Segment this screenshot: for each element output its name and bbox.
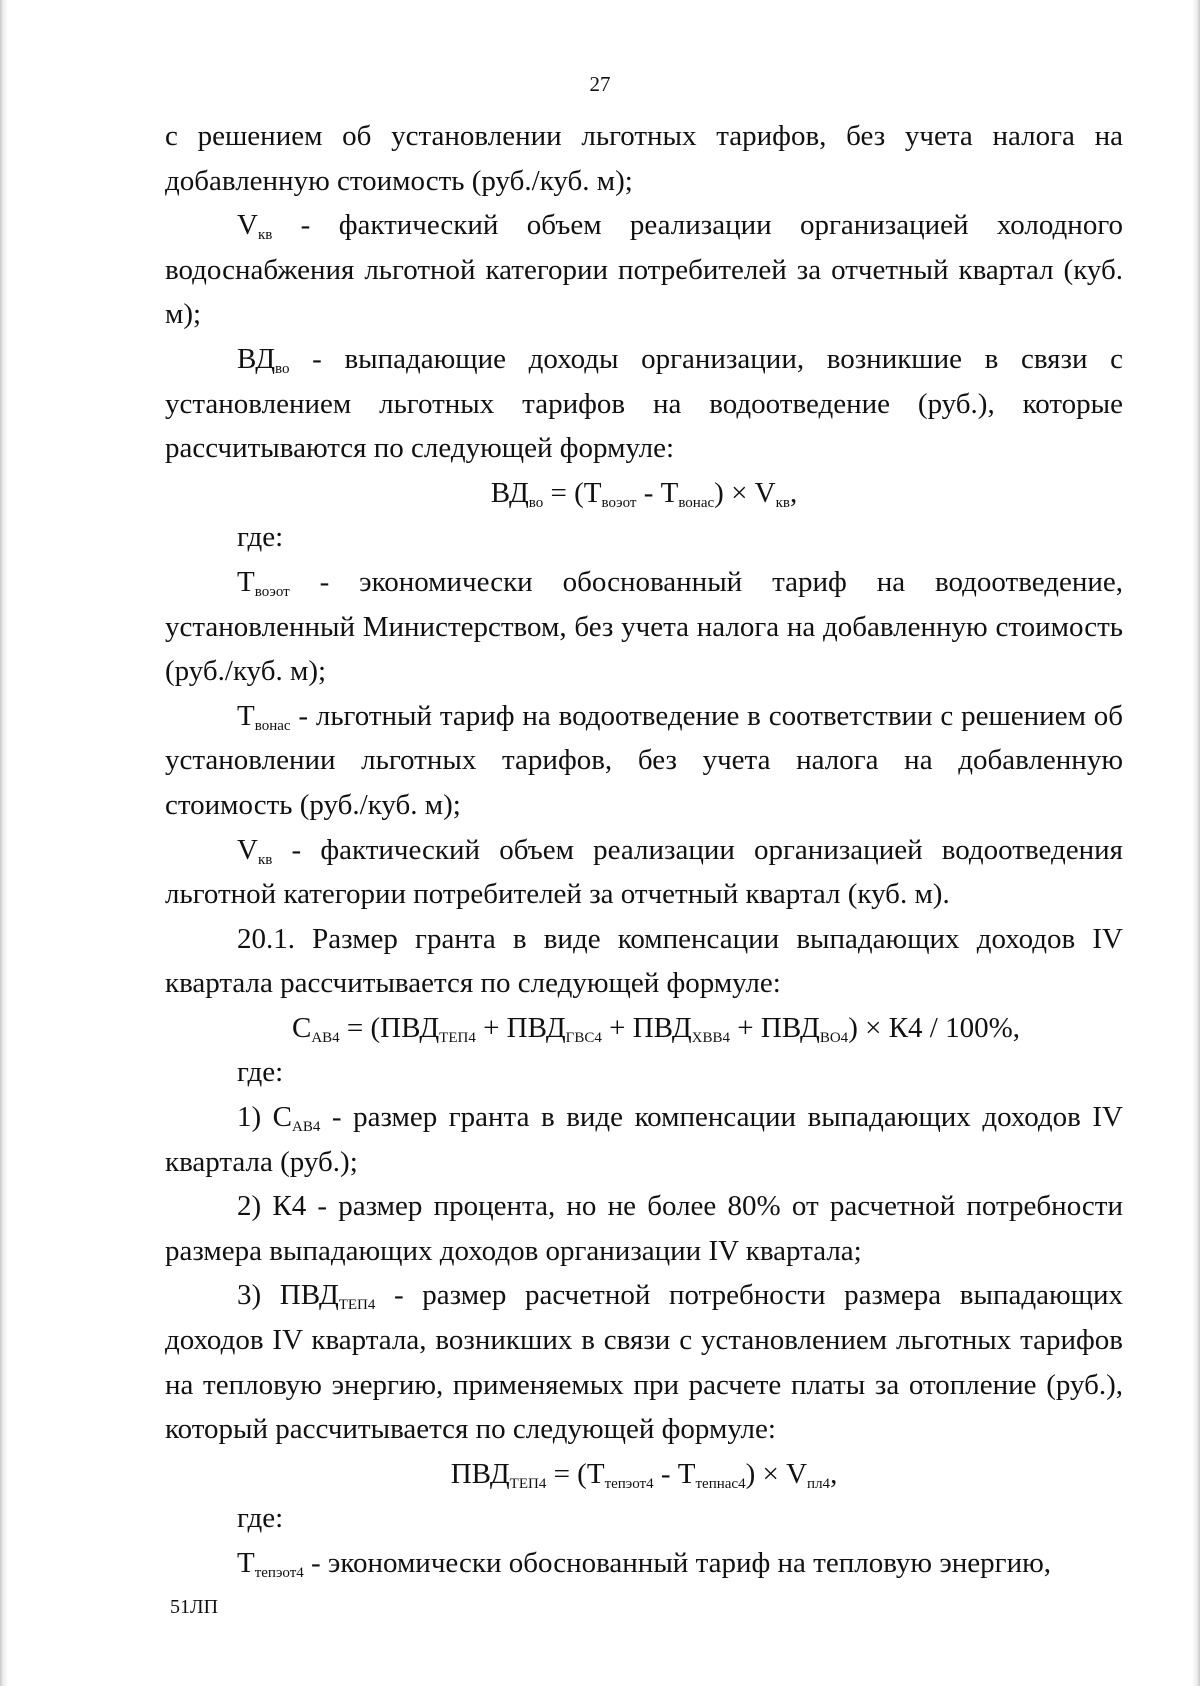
definition-t-tepeot4: $Т_{тепэот4}$ - экономически обоснованный тариф на тепловую энергию, xyxy=(237,1547,1051,1581)
footer-code: 51ЛП xyxy=(170,1596,219,1618)
definition-v-kv-cold-water: $V_{кв}$ - фактический объем реализации организацией холодного водоснабжения льготной категории потребителей за отчетный квартал (куб. м); xyxy=(165,209,1123,331)
paragraph-continuation: с решением об установлении льготных тарифов, без учета налога на добавленную стоимость (руб./куб. м); xyxy=(165,120,1123,197)
where-label: где: xyxy=(237,1502,284,1535)
definition-v-kv-wastewater: $V_{кв}$ - фактический объем реализации организацией водоотведения льготной категории потребителей за отчетный квартал (куб. м). xyxy=(165,833,1123,911)
definition-t-vonas: $Т_{вонас}$ - льготный тариф на водоотведение в соответствии с решением об установлении льготных тарифов, без учета налога на добавленную стоимость (руб./куб. м); xyxy=(165,699,1123,821)
definition-t-voeot: $Т_{воэот}$ - экономически обоснованный тариф на водоотведение, установленный Министерством, без учета налога на добавленную стоимость (руб./куб. м); xyxy=(165,565,1123,688)
document-body xyxy=(165,114,1123,1586)
page-number: 27 xyxy=(589,72,611,96)
item-2-k4: 2) К4 - размер процента, но не более 80% от расчетной потребности размера выпадающих доходов организации IV квартала; xyxy=(165,1190,1123,1267)
formula-pvd-tep4: $ПВД_{ТЕП4} = (Т_{тепэот4} - Т_{тепнас4}) \times V_{пл4}$, xyxy=(450,1457,838,1492)
where-label: где: xyxy=(237,521,284,554)
definition-vd-vo: $ВД_{во}$ - выпадающие доходы организации, возникшие в связи с установлением льготных тарифов на водоотведение (руб.), которые рассчитываются по следующей формуле: xyxy=(165,342,1123,465)
scan-edge-left xyxy=(0,0,8,1686)
formula-vd-vo: $ВД_{во} = (Т_{воэот} - Т_{вонас}) \times V_{кв}$, xyxy=(490,476,798,511)
section-20-1: 20.1. Размер гранта в виде компенсации выпадающих доходов IV квартала рассчитывается по следующей формуле: xyxy=(165,922,1123,1000)
item-1-c-av4: 1) $С_{АВ4}$ - размер гранта в виде компенсации выпадающих доходов IV квартала (руб.); xyxy=(165,1101,1123,1178)
where-label: где: xyxy=(237,1056,284,1089)
formula-c-av4: $С_{АВ4} = (ПВД_{ТЕП4} + ПВД_{ГВС4} + ПВД_{ХВВ4} + ПВД_{ВО4}) \times К4 / 100\%$, xyxy=(291,1011,1021,1046)
scan-edge-right xyxy=(1192,0,1200,1686)
item-3-pvd-tep4: 3) $ПВД_{ТЕП4}$ - размер расчетной потребности размера выпадающих доходов IV квартала, возникших в связи с установлением льготных тарифов на тепловую энергию, применяемых при расчете платы за отопление (руб.), который рассчитывается по следующей формуле: xyxy=(165,1279,1123,1446)
